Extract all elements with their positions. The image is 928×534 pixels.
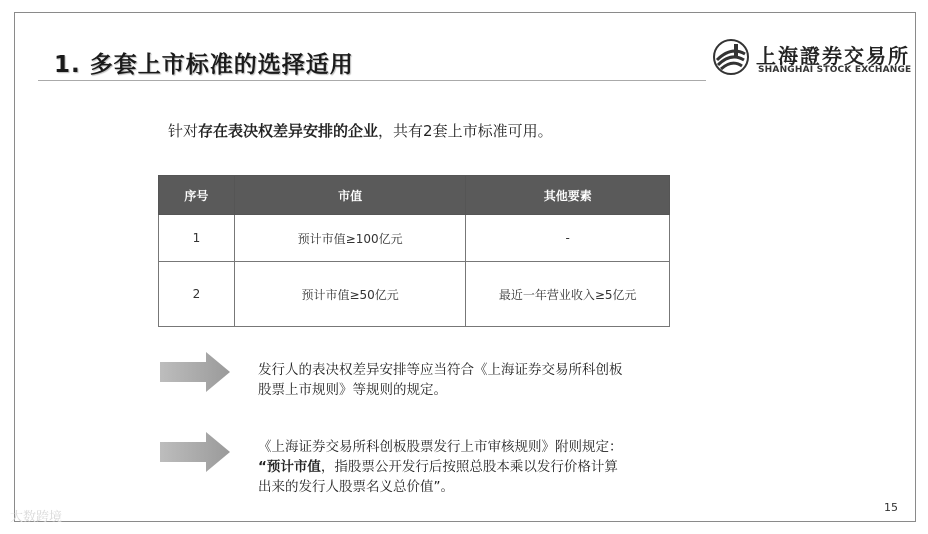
header-other-factors: 其他要素 bbox=[466, 176, 670, 215]
note-2-line-3: 出来的发行人股票名义总价值”。 bbox=[258, 479, 454, 495]
title-divider bbox=[38, 80, 706, 81]
sse-emblem-icon bbox=[712, 38, 750, 76]
note-2 bbox=[258, 437, 623, 497]
row1-other-factors: - bbox=[466, 215, 670, 262]
row2-other-factors: 最近一年营业收入≥5亿元 bbox=[466, 262, 670, 327]
intro-bold: 存在表决权差异安排的企业 bbox=[198, 122, 379, 140]
header-market-value: 市值 bbox=[234, 176, 466, 215]
table-row bbox=[159, 215, 670, 262]
listing-standards-table bbox=[158, 175, 670, 327]
intro-sentence bbox=[168, 120, 553, 141]
row2-index: 2 bbox=[159, 262, 235, 327]
row1-market-value: 预计市值≥100亿元 bbox=[234, 215, 466, 262]
note-2-line-1: 《上海证券交易所科创板股票发行上市审核规则》附则规定： bbox=[258, 439, 623, 455]
logo-english-text: SHANGHAI STOCK EXCHANGE bbox=[758, 65, 912, 75]
note-1-line-1: 发行人的表决权差异安排等应当符合《上海证券交易所科创板 bbox=[258, 362, 623, 378]
watermark-text: 大数跨境 bbox=[10, 510, 63, 525]
note-2-line-2 bbox=[258, 457, 623, 477]
note-1-line-2: 股票上市规则》等规则的规定。 bbox=[258, 382, 447, 398]
note-2-bold-term: “预计市值 bbox=[258, 459, 321, 475]
row2-market-value: 预计市值≥50亿元 bbox=[234, 262, 466, 327]
page-number: 15 bbox=[884, 501, 898, 514]
logo-chinese-text: 上海證券交易所 bbox=[756, 44, 910, 68]
arrow-right-icon bbox=[160, 352, 230, 392]
intro-prefix: 针对 bbox=[168, 122, 199, 140]
intro-suffix: ，共有2套上市标准可用。 bbox=[378, 122, 553, 140]
slide-title: 1. 多套上市标准的选择适用 bbox=[54, 52, 354, 78]
header-index: 序号 bbox=[159, 176, 235, 215]
table-row bbox=[159, 262, 670, 327]
row1-index: 1 bbox=[159, 215, 235, 262]
note-2-line-2-rest: ，指股票公开发行后按照总股本乘以发行价格计算 bbox=[320, 459, 618, 475]
sse-logo bbox=[712, 38, 912, 78]
table-header-row bbox=[159, 176, 670, 215]
arrow-right-icon bbox=[160, 432, 230, 472]
note-1 bbox=[258, 360, 623, 400]
